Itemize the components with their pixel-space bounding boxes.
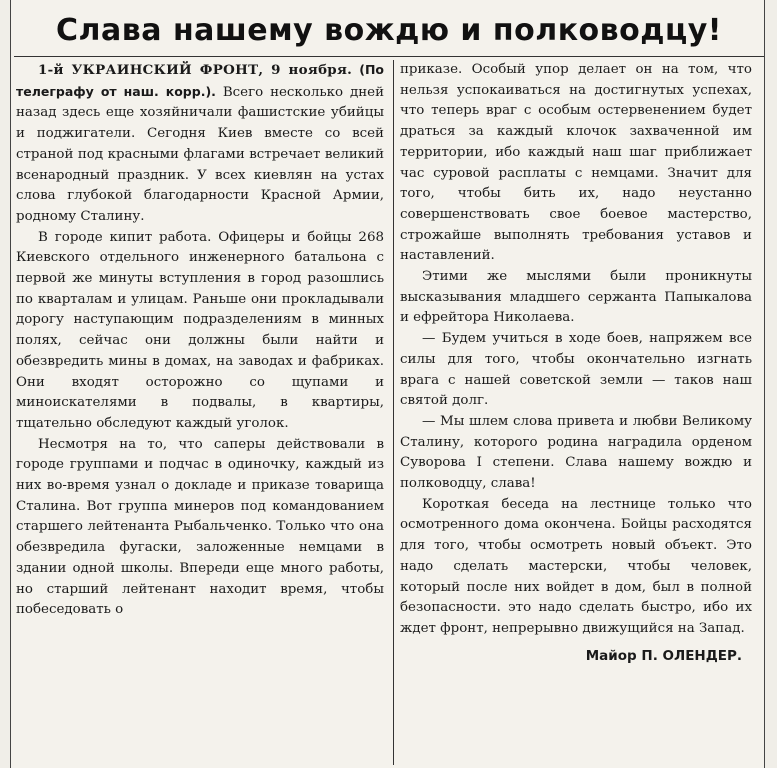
dateline: 1-й УКРАИНСКИЙ ФРОНТ, 9 ноября.: [38, 62, 353, 78]
paragraph-sappers: Несмотря на то, что саперы действовали в городе группами и подчас в одиночку, каждый из них во-время узнал о докладе и приказе товарища Сталина. Вот группа минеров под командованием старшего лейтенанта Рыбальченко. Только что она обезвредила фугаски, заложенные немцами в здании одной школы. Впереди еще много работы, но старший лейтенант находит время, чтобы побеседовать о: [16, 436, 384, 618]
article-column-left: [16, 60, 384, 621]
article-column-right: [400, 60, 752, 666]
paragraph-order-continued: приказе. Особый упор делает он на том, что нельзя успокаиваться на достигнутых успехах, что теперь враг с особым остервенением будет драться за каждый клочок захваченной им территории, ибо каждый наш шаг приближает час суровой расплаты с немцами. Значит для того, чтобы бить их, надо неустанно совершенствовать свое боевое мастерство, строжайше выполнять требования уставов и наставлений.: [400, 62, 752, 264]
lead-paragraph: [16, 60, 384, 228]
author-byline: Майор П. ОЛЕНДЕР.: [585, 647, 742, 664]
lead-paragraph-text: Всего несколько дней назад здесь еще хозяйничали фашистские убийцы и поджигатели. Сегодня Киев вместе со всей страной под красными флагами встречает великий всенародный праздник. У всех киевлян на устах слова глубокой благодарности Красной Армии, родному Сталину.: [16, 84, 384, 224]
article-headline: Слава нашему вождю и полководцу!: [56, 13, 722, 48]
column-divider: [393, 60, 394, 765]
paragraph-soldiers-thoughts: Этими же мыслями были проникнуты высказывания младшего сержанта Папыкалова и ефрейтора Николаева.: [400, 269, 752, 326]
paragraph-city-work: В городе кипит работа. Офицеры и бойцы 268 Киевского отдельного инженерного батальона с первой же минуты вступления в город разошлись по кварталам и улицам. Раньше они прокладывали дорогу наступающим подразделениям в минных полях, сейчас они должны были найти и обезвредить мины в домах, на заводах и фабриках. Они входят осторожно со щупами и миноискателями в подвалы, в квартиры, тщательно обследуют каждый уголок.: [16, 229, 384, 431]
quote-paragraph-2: — Мы шлем слова привета и любви Великому Сталину, которого родина наградила орденом Суворова I степени. Слава нашему вождю и полководцу, слава!: [400, 413, 752, 492]
quote-paragraph-1: — Будем учиться в ходе боев, напряжем все силы для того, чтобы окончательно изгнать врага с нашей советской земли — таков наш святой долг.: [400, 331, 752, 409]
left-page-margin: [0, 0, 11, 768]
source-note: (По телеграфу от наш. корр.).: [16, 62, 384, 99]
right-page-margin: [764, 0, 777, 768]
paragraph-conclusion: Короткая беседа на лестнице только что осмотренного дома окончена. Бойцы расходятся для того, чтобы осмотреть новый объект. Это надо сделать мастерски, чтобы человек, который после них войдет в дом, был в полной безопасности. это надо сделать быстро, ибо их ждет фронт, непрерывно движущийся на Запад.: [400, 496, 752, 636]
headline-rule: [14, 56, 764, 57]
